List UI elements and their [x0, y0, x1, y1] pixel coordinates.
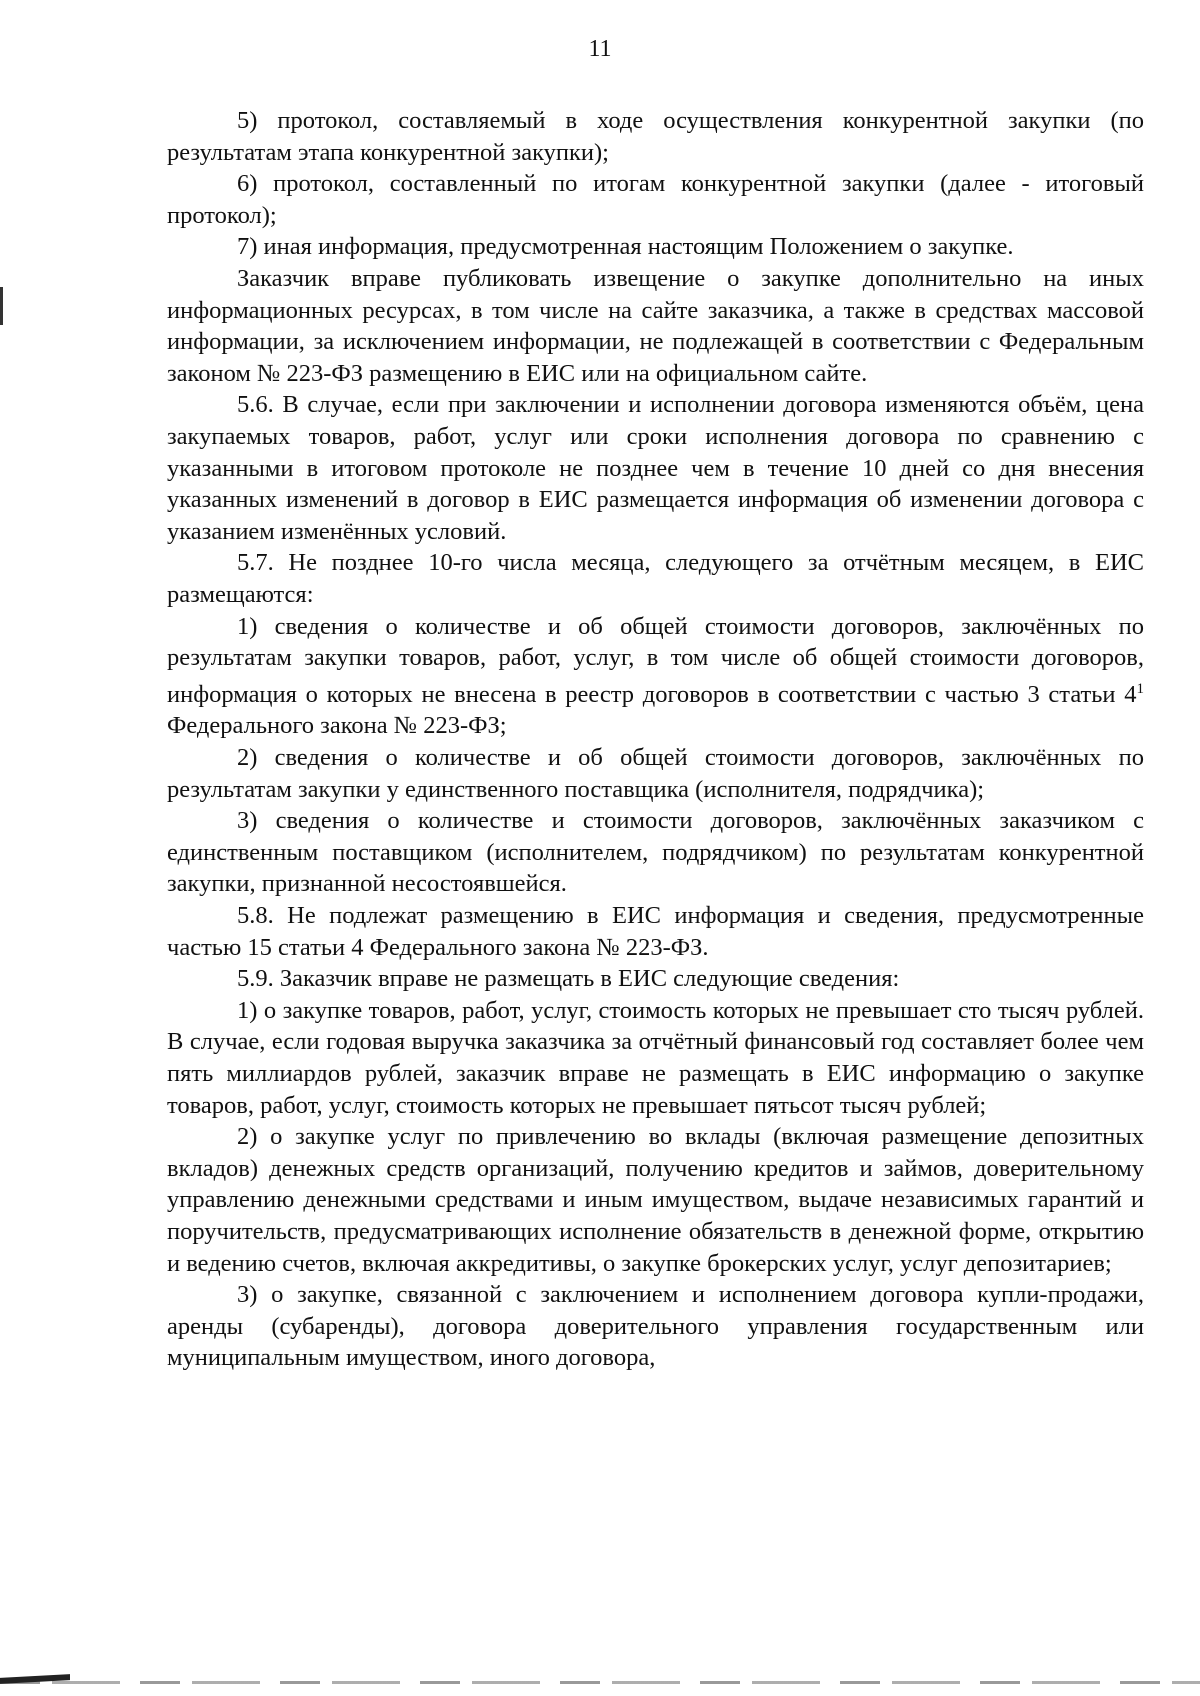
paragraph-5-9-item-1: 1) о закупке товаров, работ, услуг, стоимость которых не превышает сто тысяч рублей. В случае, если годовая выручка заказчика за отчётный финансовый год составляет более чем пять миллиардов рублей, заказчик вправе не размещать в ЕИС информацию о закупке товаров, работ, услуг, стоимость которых не превышает пятьсот тысяч рублей;	[167, 996, 1144, 1119]
scan-artifact-bottom-line	[0, 1681, 1200, 1684]
paragraph-5-8: 5.8. Не подлежат размещению в ЕИС информация и сведения, предусмотренные частью 15 статьи 4 Федерального закона № 223-ФЗ.	[167, 902, 1144, 961]
paragraph-5-7-item-1	[167, 611, 1144, 743]
paragraph-additional-publication: Заказчик вправе публиковать извещение о закупке дополнительно на иных информационных ресурсах, в том числе на сайте заказчика, а также в средствах массовой информации, за исключением информации, не подлежащей в соответствии с Федеральным законом № 223-ФЗ размещению в ЕИС или на официальном сайте.	[167, 264, 1144, 387]
paragraph-5-9-item-3: 3) о закупке, связанной с заключением и исполнением договора купли-продажи, аренды (субаренды), договора доверительного управления государственным или муниципальным имуществом, иного договора,	[167, 1281, 1144, 1372]
paragraph-5-7-item-1-text: 1) сведения о количестве и об общей стоимости договоров, заключённых по результатам закупки товаров, работ, услуг, в том числе об общей стоимости договоров, информация о которых не внесена в реестр договоров в соответствии с частью 3 статьи 4	[167, 612, 1144, 708]
superscript-article-number: 1	[1136, 680, 1144, 697]
scan-artifact-left	[0, 287, 3, 325]
paragraph-5-7-item-2: 2) сведения о количестве и об общей стоимости договоров, заключённых по результатам закупки у единственного поставщика (исполнителя, подрядчика);	[167, 744, 1144, 803]
paragraph-5-7-item-1-tail: Федерального закона № 223-ФЗ;	[167, 712, 507, 740]
paragraph-5-9: 5.9. Заказчик вправе не размещать в ЕИС следующие сведения:	[237, 965, 900, 993]
paragraph-5-6: 5.6. В случае, если при заключении и исполнении договора изменяются объём, цена закупаемых товаров, работ, услуг или сроки исполнения договора по сравнению с указанными в итоговом протоколе не позднее чем в течение 10 дней со дня внесения указанных изменений в договор в ЕИС размещается информация об изменении договора с указанием изменённых условий.	[167, 391, 1144, 545]
paragraph-5-7-item-3: 3) сведения о количестве и стоимости договоров, заключённых заказчиком с единственным поставщиком (исполнителем, подрядчиком) по результатам конкурентной закупки, признанной несостоявшейся.	[167, 807, 1144, 898]
paragraph-item-6-final-protocol: 6) протокол, составленный по итогам конкурентной закупки (далее - итоговый протокол);	[167, 170, 1144, 229]
paragraph-5-9-item-2: 2) о закупке услуг по привлечению во вклады (включая размещение депозитных вкладов) денежных средств организаций, получению кредитов и займов, доверительному управлению денежными средствами и иным имуществом, выдаче независимых гарантий и поручительств, предусматривающих исполнение обязательств в денежной форме, открытию и ведению счетов, включая аккредитивы, о закупке брокерских услуг, услуг депозитариев;	[167, 1123, 1144, 1277]
paragraph-item-5-protocol: 5) протокол, составляемый в ходе осуществления конкурентной закупки (по результатам этапа конкурентной закупки);	[167, 107, 1144, 166]
paragraph-5-7: 5.7. Не позднее 10-го числа месяца, следующего за отчётным месяцем, в ЕИС размещаются:	[167, 549, 1144, 608]
document-body	[167, 105, 1144, 1374]
page-number: 11	[588, 36, 612, 62]
paragraph-item-7-other-info: 7) иная информация, предусмотренная настоящим Положением о закупке.	[237, 233, 1014, 261]
